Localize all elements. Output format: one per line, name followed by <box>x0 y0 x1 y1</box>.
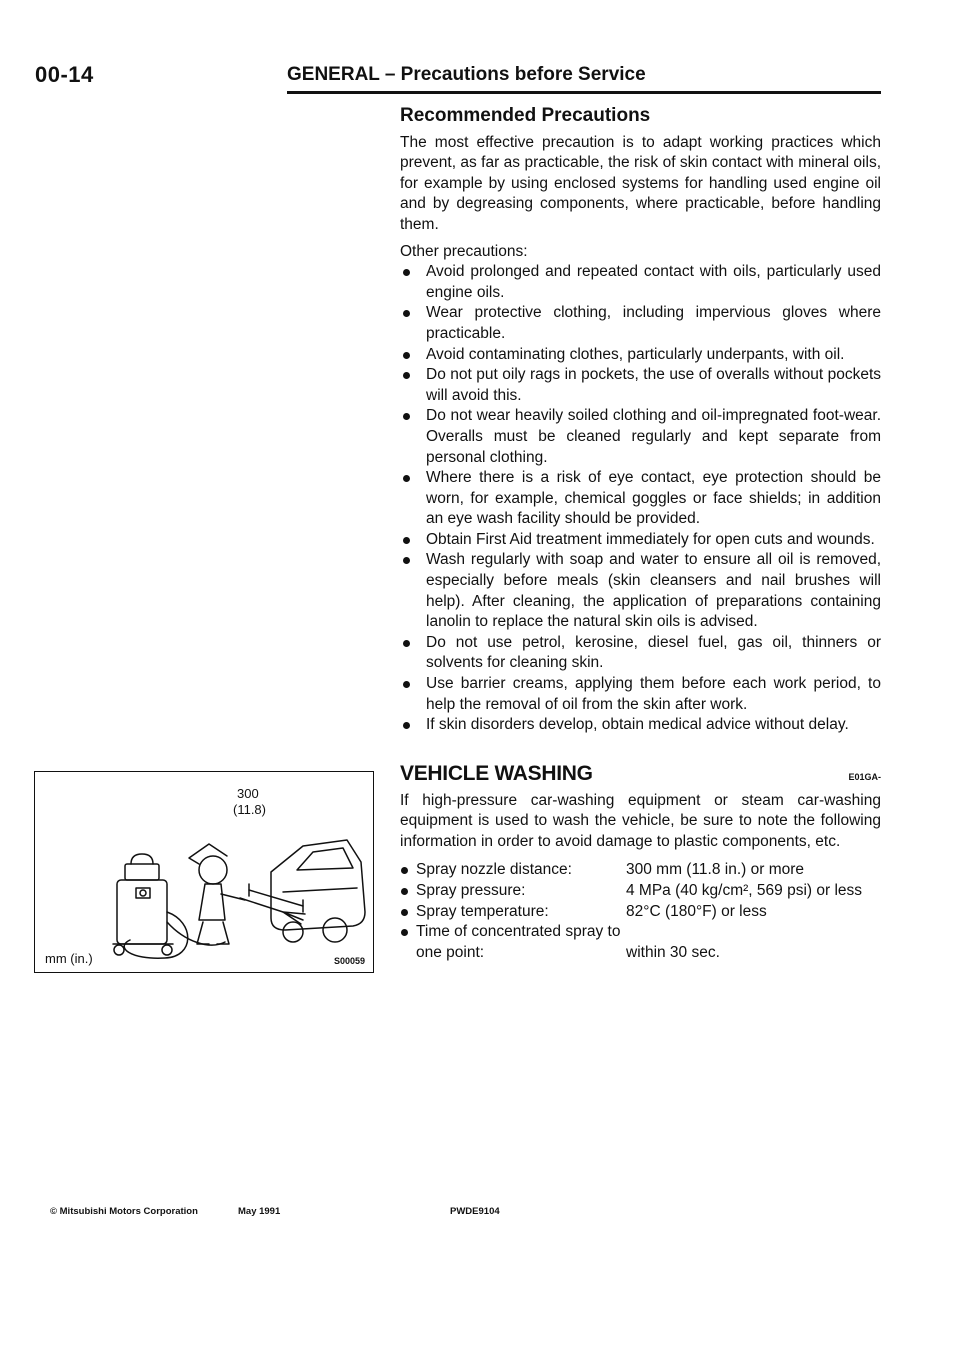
list-item: If skin disorders develop, obtain medical advice without delay. <box>400 715 881 736</box>
spec-value: 300 mm (11.8 in.) or more <box>626 861 805 879</box>
intro-paragraph: The most effective precaution is to adapt working practices which prevent, as far as practicable, the risk of skin contact with mineral oils, for example by using enclosed systems for handling used engine oil and by degreasing components, where practicable, before handling them. <box>400 133 881 233</box>
car-washing-figure <box>34 771 374 973</box>
spec-row <box>400 860 881 881</box>
list-item: Wash regularly with soap and water to ensure all oil is removed, especially before meals (skin cleansers and nail brushes will help). After cleaning, the application of preparations containing lanolin to replace the natural skin oils is advised. <box>400 550 881 632</box>
spec-row <box>400 902 881 923</box>
list-item: Do not wear heavily soiled clothing and oil-impregnated foot-wear. Overalls must be cleaned regularly and kept separate from personal clothing. <box>400 406 881 468</box>
footer-doc-code: PWDE9104 <box>450 1206 500 1217</box>
spec-row <box>400 881 881 902</box>
spec-label: Time of concentrated spray to one point: <box>416 923 621 961</box>
precautions-list <box>400 262 881 736</box>
dimension-mm-label: 300 <box>237 786 259 801</box>
figure-code: S00059 <box>333 956 365 966</box>
unit-label: mm (in.) <box>45 951 93 966</box>
section-code: E01GA- <box>848 772 881 782</box>
page-header-title: GENERAL – Precautions before Service <box>287 64 646 85</box>
washing-specs <box>400 860 881 963</box>
spec-label: Spray nozzle distance: <box>416 861 572 879</box>
spec-row <box>400 922 881 963</box>
dimension-in-label: (11.8) <box>233 802 266 817</box>
spec-label: Spray pressure: <box>416 881 526 899</box>
washing-intro: If high-pressure car-washing equipment or steam car-washing equipment is used to wash the vehicle, be sure to note the following information in order to avoid damage to plastic components, etc. <box>400 791 881 850</box>
section-title: VEHICLE WASHING <box>400 762 593 785</box>
list-item: Obtain First Aid treatment immediately for open cuts and wounds. <box>400 530 881 551</box>
header-rule <box>287 91 881 94</box>
car-washing-illustration <box>35 772 373 972</box>
list-item: Do not use petrol, kerosine, diesel fuel, gas oil, thinners or solvents for cleaning skin. <box>400 633 881 674</box>
list-item: Avoid contaminating clothes, particularly underpants, with oil. <box>400 345 881 366</box>
list-item: Wear protective clothing, including impervious gloves where practicable. <box>400 303 881 344</box>
spec-label: Spray temperature: <box>416 902 549 920</box>
spec-value: 82°C (180°F) or less <box>626 902 767 920</box>
list-item: Do not put oily rags in pockets, the use of overalls without pockets will avoid this. <box>400 365 881 406</box>
list-item: Where there is a risk of eye contact, eye protection should be worn, for example, chemical goggles or face shields; in addition an eye wash facility should be provided. <box>400 468 881 530</box>
recommended-precautions-section <box>400 106 881 736</box>
page-number: 00-14 <box>35 62 94 87</box>
list-item: Use barrier creams, applying them before each work period, to help the removal of oil from the skin after work. <box>400 674 881 715</box>
other-precautions-label: Other precautions: <box>400 242 528 260</box>
spec-value: 4 MPa (40 kg/cm², 569 psi) or less <box>626 881 863 899</box>
list-item: Avoid prolonged and repeated contact with oils, particularly used engine oils. <box>400 262 881 303</box>
footer-copyright: © Mitsubishi Motors Corporation <box>50 1206 198 1217</box>
spec-value: within 30 sec. <box>626 943 720 961</box>
section-title: Recommended Precautions <box>400 105 651 126</box>
footer-date: May 1991 <box>238 1206 281 1217</box>
vehicle-washing-section <box>400 764 881 963</box>
